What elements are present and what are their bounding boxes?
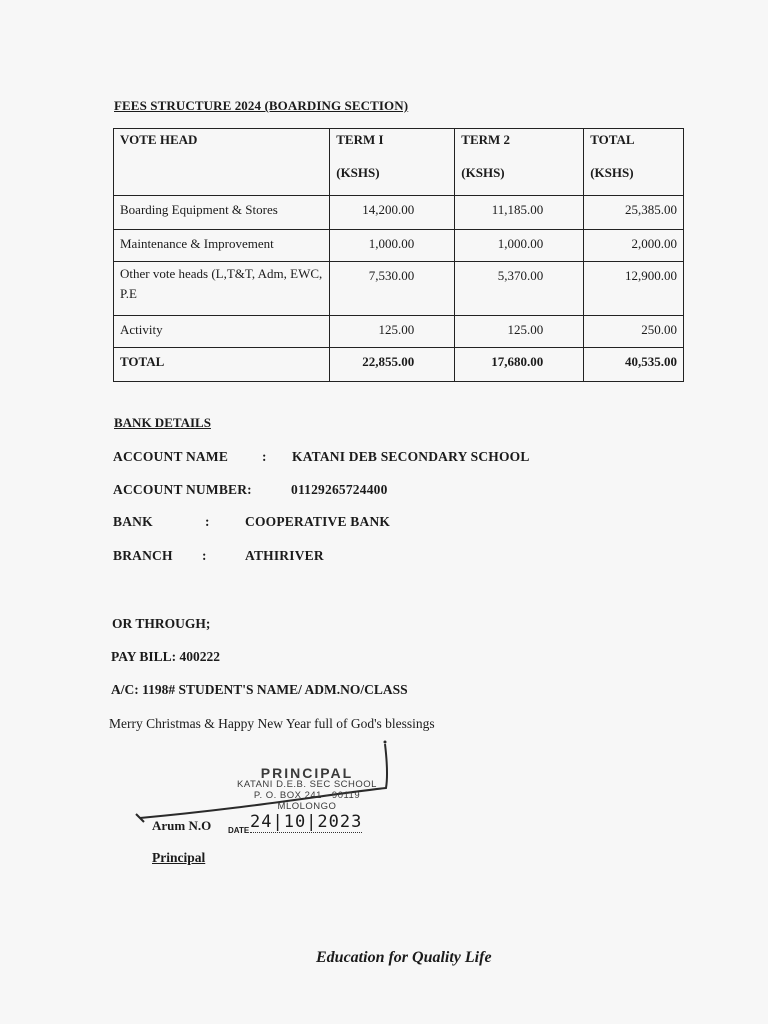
header-term1: TERM I (KSHS) <box>330 129 455 196</box>
row-vote-head: Other vote heads (L,T&T, Adm, EWC, P.E <box>114 262 330 316</box>
bank-label: BANK <box>113 514 153 529</box>
account-number-value: 01129265724400 <box>291 482 388 497</box>
fees-table <box>113 128 684 382</box>
stamp-line-2: KATANI D.E.B. SEC SCHOOL <box>237 779 377 790</box>
row-total: 25,385.00 <box>584 196 684 230</box>
row-term1: 1,000.00 <box>330 230 455 262</box>
grand-total: 40,535.00 <box>584 348 684 382</box>
stamp-date-value: 24|10|2023 <box>250 812 363 832</box>
total-term2: 17,680.00 <box>455 348 584 382</box>
row-total: 12,900.00 <box>584 262 684 316</box>
row-total: 2,000.00 <box>584 230 684 262</box>
document-title: FEES STRUCTURE 2024 (BOARDING SECTION) <box>114 98 409 113</box>
branch-value: ATHIRIVER <box>245 548 324 563</box>
bank-value: COOPERATIVE BANK <box>245 514 391 529</box>
row-term2: 5,370.00 <box>455 262 584 316</box>
table-row <box>114 196 684 230</box>
bank-details-title: BANK DETAILS <box>114 415 211 430</box>
signatory-role: Principal <box>152 850 206 865</box>
row-vote-head: Maintenance & Improvement <box>114 230 330 262</box>
table-row <box>114 262 684 316</box>
greeting: Merry Christmas & Happy New Year full of God's blessings <box>109 716 435 731</box>
stamp-line-4: MLOLONGO <box>277 801 337 812</box>
stamp-line-1: PRINCIPAL <box>260 765 354 781</box>
bank-sep: : <box>205 514 210 529</box>
header-vote-head: VOTE HEAD <box>114 129 330 196</box>
signatory-name: Arum N.O <box>152 818 212 833</box>
account-line: A/C: 1198# STUDENT'S NAME/ ADM.NO/CLASS <box>111 682 408 697</box>
school-stamp <box>222 765 392 812</box>
row-vote-head: Activity <box>114 316 330 348</box>
table-row <box>114 316 684 348</box>
stamp-line-3: P. O. BOX 241 - 90119 <box>253 790 361 801</box>
account-number-label: ACCOUNT NUMBER: <box>113 482 252 497</box>
account-name-label: ACCOUNT NAME <box>113 449 229 464</box>
row-term1: 125.00 <box>330 316 455 348</box>
school-motto: Education for Quality Life <box>316 949 492 966</box>
row-term2: 11,185.00 <box>455 196 584 230</box>
row-term1: 14,200.00 <box>330 196 455 230</box>
header-term2: TERM 2 (KSHS) <box>455 129 584 196</box>
row-vote-head: Boarding Equipment & Stores <box>114 196 330 230</box>
stamp-date-label: DATE <box>228 826 250 835</box>
total-term1: 22,855.00 <box>330 348 455 382</box>
table-header-row <box>114 129 684 196</box>
row-term2: 125.00 <box>455 316 584 348</box>
or-through-heading: OR THROUGH; <box>112 616 211 631</box>
branch-label: BRANCH <box>113 548 173 563</box>
row-term1: 7,530.00 <box>330 262 455 316</box>
row-total: 250.00 <box>584 316 684 348</box>
branch-sep: : <box>202 548 207 563</box>
account-name-value: KATANI DEB SECONDARY SCHOOL <box>292 449 530 464</box>
account-name-sep: : <box>262 449 267 464</box>
table-row <box>114 230 684 262</box>
row-term2: 1,000.00 <box>455 230 584 262</box>
table-total-row <box>114 348 684 382</box>
header-total: TOTAL (KSHS) <box>584 129 684 196</box>
paybill-line: PAY BILL: 400222 <box>111 649 221 664</box>
total-label: TOTAL <box>114 348 330 382</box>
